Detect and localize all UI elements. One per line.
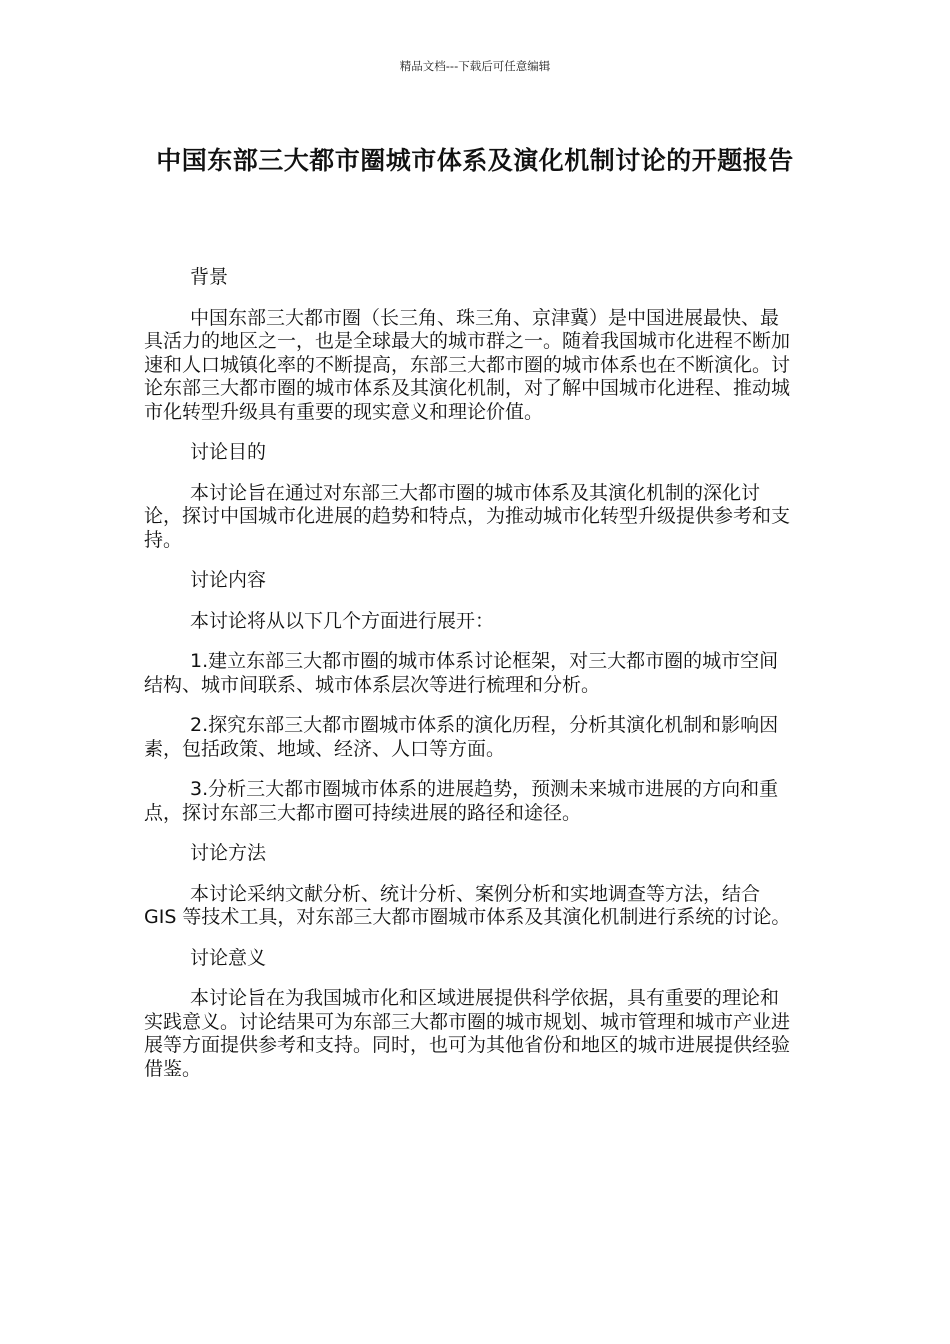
section-heading-purpose: 讨论目的 (190, 441, 267, 463)
document-body (144, 266, 794, 1098)
section-heading-background: 背景 (190, 266, 229, 288)
paragraph-method: 本讨论采纳文献分析、统计分析、案例分析和实地调查等方法，结合 GIS 等技术工具，对东部三大都市圈城市体系及其演化机制进行系统的讨论。 (144, 882, 791, 928)
section-heading-method: 讨论方法 (190, 842, 267, 864)
section-heading-content: 讨论内容 (190, 569, 267, 591)
paragraph-significance: 本讨论旨在为我国城市化和区域进展提供科学依据，具有重要的理论和实践意义。讨论结果可为东部三大都市圈的城市规划、城市管理和城市产业进展等方面提供参考和支持。同时，也可为其他省份和地区的城市进展提供经验借鉴。 (144, 987, 791, 1080)
list-item: 3.分析三大都市圈城市体系的进展趋势，预测未来城市进展的方向和重点，探讨东部三大都市圈可持续进展的路径和途径。 (144, 778, 779, 824)
paragraph-background: 中国东部三大都市圈（长三角、珠三角、京津冀）是中国进展最快、最具活力的地区之一，也是全球最大的城市群之一。随着我国城市化进程不断加速和人口城镇化率的不断提高，东部三大都市圈的城市体系也在不断演化。讨论东部三大都市圈的城市体系及其演化机制，对了解中国城市化进程、推动城市化转型升级具有重要的现实意义和理论价值。 (144, 306, 791, 423)
list-item: 1.建立东部三大都市圈的城市体系讨论框架，对三大都市圈的城市空间结构、城市间联系、城市体系层次等进行梳理和分析。 (144, 650, 779, 696)
paragraph-content-intro: 本讨论将从以下几个方面进行展开： (190, 609, 495, 632)
header-note: 精品文档---下载后可任意编辑 (399, 59, 551, 73)
paragraph-purpose: 本讨论旨在通过对东部三大都市圈的城市体系及其演化机制的深化讨论，探讨中国城市化进展的趋势和特点，为推动城市化转型升级提供参考和支持。 (144, 481, 791, 551)
list-item: 2.探究东部三大都市圈城市体系的演化历程，分析其演化机制和影响因素，包括政策、地域、经济、人口等方面。 (144, 714, 779, 760)
document-title: 中国东部三大都市圈城市体系及演化机制讨论的开题报告 (156, 146, 794, 175)
section-heading-significance: 讨论意义 (190, 946, 267, 969)
